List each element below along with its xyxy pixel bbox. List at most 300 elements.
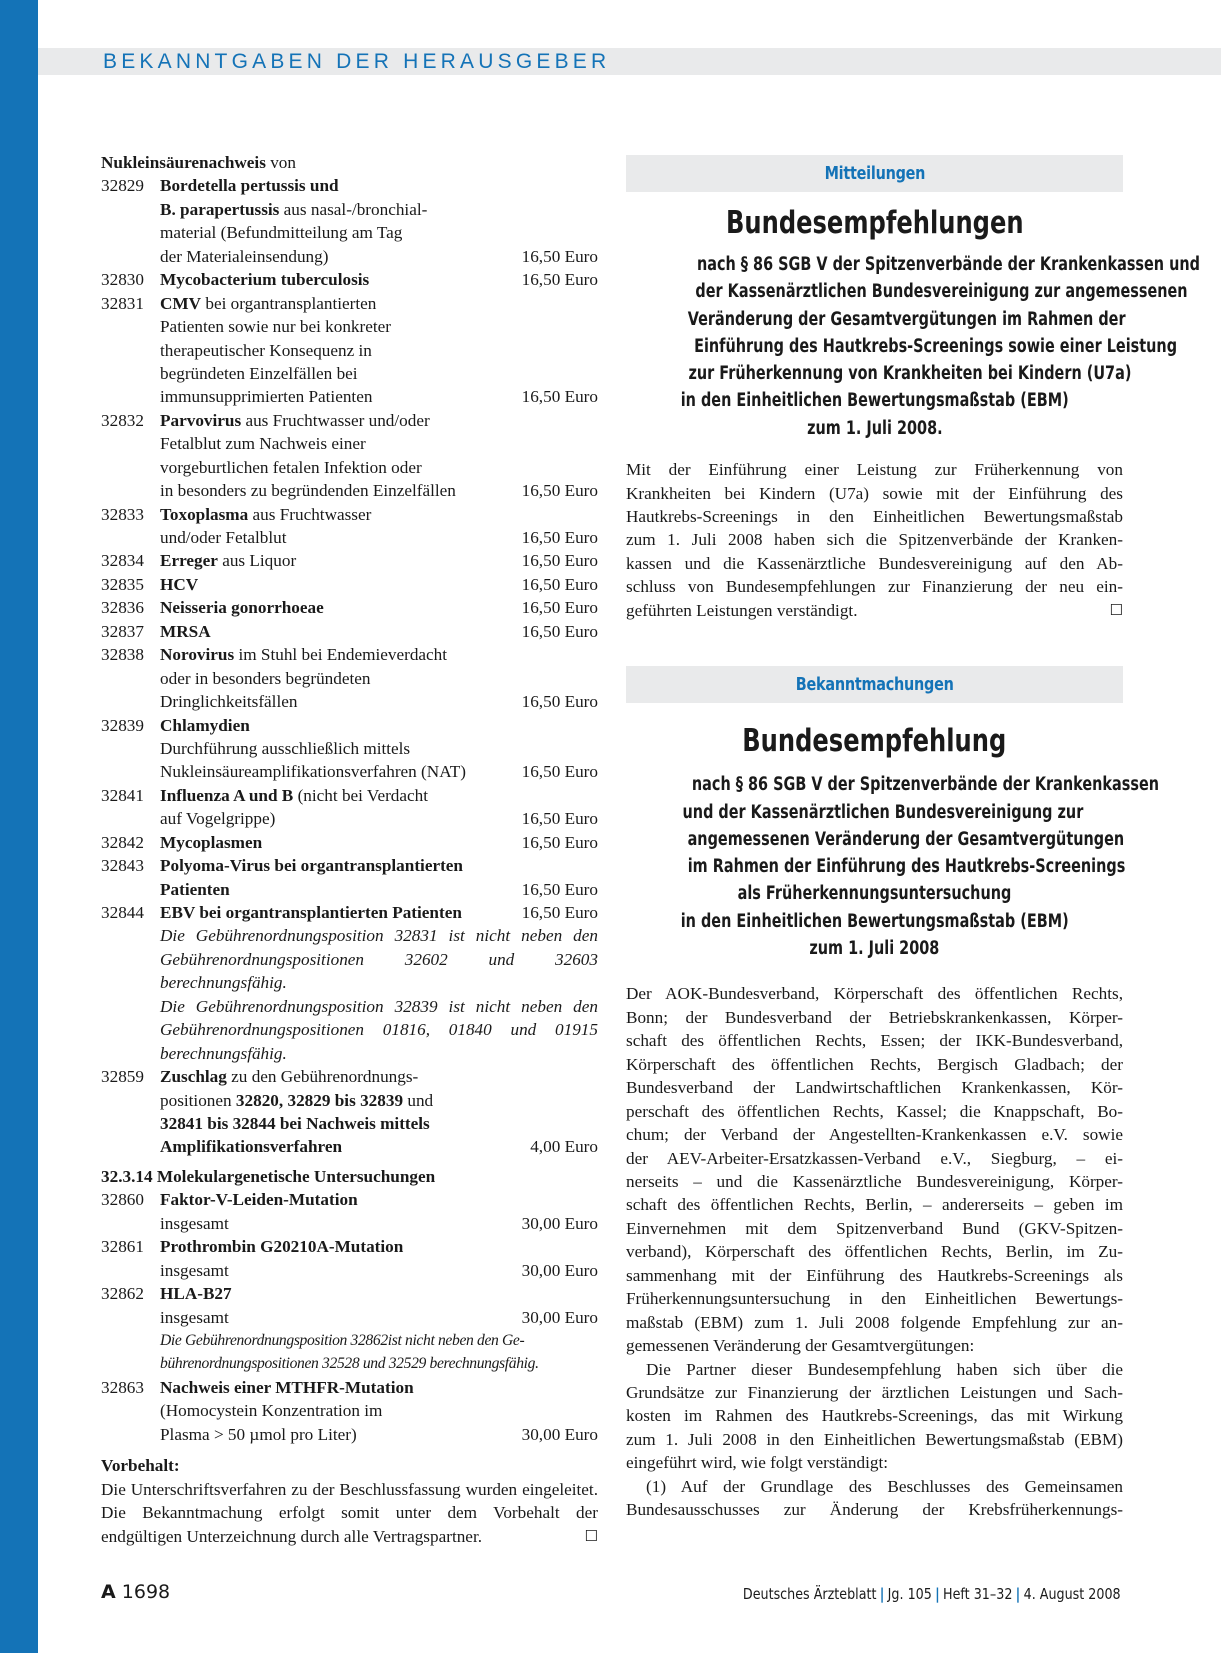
paragraph-text: chum; der Verband der Angestellten-Krankenkassen e.V. sowie: [626, 1125, 1123, 1145]
fee-entry: [101, 643, 598, 713]
fee-term: Patienten: [160, 879, 230, 899]
fee-text: immunsupprimierten Patienten: [160, 387, 373, 407]
fee-description: [160, 409, 430, 432]
paragraph-text: verband), Körperschaft des öffentlichen Rechts, Berlin, im Zu-: [626, 1242, 1123, 1262]
end-mark-icon: ☐: [584, 1526, 598, 1545]
subtitle-line: [626, 415, 1123, 442]
subtitle-line: [626, 880, 1123, 907]
fee-price: 4,00 Euro: [530, 1137, 598, 1157]
fee-description: [160, 456, 422, 479]
fee-description: [160, 503, 371, 526]
fee-code: 32859: [101, 1067, 144, 1087]
fee-price: 16,50 Euro: [521, 246, 598, 266]
paragraph-partner: [626, 1358, 1123, 1475]
paragraph-text: der AEV-Arbeiter-Ersatzkassen-Verband e.V., Siegburg, – ei-: [626, 1148, 1123, 1168]
fee-entry-line: [101, 315, 598, 338]
fee-entry-line: [101, 1212, 598, 1235]
fee-term: Neisseria gonorrhoeae: [160, 598, 324, 618]
fee-entry-line: [101, 526, 598, 549]
fee-entry-line: [101, 1376, 598, 1399]
fee-entry-list-zuschlag: [101, 1065, 598, 1159]
fee-term: Amplifikationsverfahren: [160, 1137, 343, 1157]
fee-text: Fetalblut zum Nachweis einer: [160, 434, 366, 454]
paragraph-line: [626, 1264, 1123, 1287]
fee-code: 32833: [101, 504, 144, 524]
fee-entry-line: [101, 620, 598, 643]
paragraph-line: [626, 505, 1123, 528]
note-32862-line1: Die Gebührenordnungsposition 32862ist nicht neben den Ge-: [160, 1331, 525, 1349]
vorbehalt-text: [101, 1478, 598, 1548]
fee-entry-line: [101, 292, 598, 315]
fee-entry-line: [101, 1065, 598, 1088]
subtitle-text: im Rahmen der Einführung des Hautkrebs-Screenings: [687, 856, 1126, 878]
fee-text: im Stuhl bei Endemieverdacht: [234, 645, 448, 665]
fee-entry-line: [101, 596, 598, 619]
fee-term: HCV: [160, 574, 199, 594]
fee-code: 32838: [101, 645, 144, 665]
fee-entry: [101, 596, 598, 619]
left-color-bar: [0, 0, 38, 1653]
fee-text: aus Liquor: [217, 551, 297, 571]
paragraph-line: [626, 482, 1123, 505]
fee-entry-line: [101, 1282, 598, 1305]
fee-description: [160, 854, 463, 877]
fee-price: 16,50 Euro: [521, 809, 598, 829]
fee-entry-line: [101, 807, 598, 830]
fee-price: 30,00 Euro: [521, 1424, 598, 1444]
paragraph-text: Der AOK-Bundesverband, Körperschaft des öffentlichen Rechts,: [626, 984, 1123, 1004]
fee-price: 30,00 Euro: [521, 1260, 598, 1280]
fee-entry-line: [101, 1089, 598, 1112]
fee-entry: [101, 268, 598, 291]
fee-description: [160, 1235, 403, 1258]
fee-code: 32844: [101, 903, 144, 922]
fee-price: 30,00 Euro: [521, 1213, 598, 1233]
subtitle-text: Veränderung der Gesamtvergütungen im Rahmen der: [687, 308, 1126, 330]
fee-entry: [101, 292, 598, 409]
fee-entry-line: [101, 901, 598, 924]
fee-description: [160, 339, 372, 362]
fee-price: 16,50 Euro: [521, 621, 598, 641]
paragraph-line: [626, 1170, 1123, 1193]
fee-description: [160, 245, 328, 268]
fee-code: 32861: [101, 1237, 144, 1257]
paragraph-line: [626, 1334, 1123, 1357]
fee-price: 16,50 Euro: [521, 387, 598, 407]
fee-entry-line: [101, 1235, 598, 1258]
fee-code: 32837: [101, 621, 144, 641]
fee-term: Nachweis einer MTHFR-Mutation: [160, 1377, 414, 1397]
fee-description: [160, 1423, 357, 1446]
fee-entry-list-molekular: [101, 1188, 598, 1329]
fee-text: auf Vogelgrippe): [160, 809, 276, 829]
fee-code: 32829: [101, 176, 144, 196]
paragraph-line: [626, 1475, 1123, 1498]
fee-description: [160, 292, 376, 315]
fee-description: [160, 198, 427, 221]
paragraph-line: [626, 1029, 1123, 1052]
fee-entry-list: [101, 174, 598, 924]
fee-term: B. parapertussis: [160, 199, 280, 219]
subtitle-text: zur Früherkennung von Krankheiten bei Kindern (U7a): [688, 363, 1132, 385]
fee-entry: [101, 1282, 598, 1329]
subtitle-line: [626, 306, 1126, 333]
paragraph-line: [626, 458, 1123, 481]
subtitle-text: in den Einheitlichen Bewertungsmaßstab (EBM): [680, 390, 1069, 412]
fee-term: Toxoplasma: [160, 504, 249, 524]
subtitle-line: [626, 333, 1178, 360]
intro-rest: von: [265, 153, 296, 172]
paragraph-line: [626, 552, 1123, 575]
fee-description: [160, 901, 462, 924]
footer-journal: Deutsches Ärzteblatt: [743, 1585, 877, 1603]
fee-description: [160, 784, 428, 807]
fee-entry-line: [101, 549, 598, 572]
fee-entry-line: [101, 1423, 598, 1446]
paragraph-line: [626, 575, 1123, 598]
paragraph-line: [626, 1404, 1123, 1427]
fee-text: oder in besonders begründeten: [160, 668, 371, 688]
fee-entry-line: [101, 854, 598, 877]
subtitle-line: [626, 799, 1123, 826]
fee-entry-line: [101, 1259, 598, 1282]
fee-description: [160, 1135, 342, 1158]
fee-entry: [101, 409, 598, 503]
fee-description: [160, 1282, 232, 1305]
paragraph-text: zum 1. Juli 2008 in den Einheitlichen Bewertungsmaßstab (EBM): [626, 1429, 1123, 1449]
fee-entry-line: [101, 362, 598, 385]
fee-text: positionen: [160, 1090, 236, 1110]
paragraph-text: Einvernehmen mit dem Spitzenverband Bund (GKV-Spitzen-: [626, 1218, 1123, 1238]
fee-code: 32834: [101, 551, 144, 571]
fee-description: [160, 1188, 358, 1211]
fee-text: Dringlichkeitsfällen: [160, 692, 298, 712]
subtitle-line: [626, 251, 1200, 278]
fee-text: material (Befundmitteilung am Tag: [160, 223, 403, 243]
fee-code: 32862: [101, 1284, 144, 1304]
fee-term: Norovirus: [160, 645, 235, 665]
fee-entry: [101, 1065, 598, 1159]
fee-entry-line: [101, 409, 598, 432]
fee-description: [160, 432, 366, 455]
paragraph-text: schaft des öffentlichen Rechts, Berlin, – andererseits – geben im: [626, 1195, 1123, 1215]
paragraph-line: [626, 1311, 1123, 1334]
subtitle-line: [626, 360, 1132, 387]
page-number-value: 1698: [121, 1581, 171, 1603]
fee-text: aus Fruchtwasser und/oder: [241, 410, 430, 430]
paragraph-line: [626, 1358, 1123, 1381]
subtitle-text: angemessenen Veränderung der Gesamtvergütungen: [687, 828, 1125, 850]
fee-term: 32841 bis 32844 bei Nachweis mittels: [160, 1114, 430, 1134]
fee-code: 32863: [101, 1377, 144, 1397]
vorbehalt-title: Vorbehalt:: [101, 1456, 180, 1476]
fee-code: 32832: [101, 410, 144, 430]
fee-description: [160, 690, 297, 713]
fee-entry: [101, 1376, 598, 1446]
fee-description: [160, 807, 275, 830]
subtitle-text: als Früherkennungsuntersuchung: [737, 883, 1012, 905]
fee-term: CMV: [160, 293, 202, 313]
fee-description: [160, 174, 339, 197]
fee-price: 30,00 Euro: [521, 1307, 598, 1327]
fee-entry-line: [101, 667, 598, 690]
fee-entry: [101, 174, 598, 268]
subtitle-block-2: [626, 771, 1160, 962]
fee-term: Bordetella pertussis und: [160, 176, 339, 196]
fee-description: [160, 385, 372, 408]
footer-volume: Jg. 105: [888, 1585, 933, 1603]
paragraph-line: [626, 1498, 1123, 1521]
fee-entry-line: [101, 878, 598, 901]
footer-separator: |: [880, 1585, 885, 1603]
fee-description: [160, 831, 262, 854]
fee-price: 16,50 Euro: [521, 903, 598, 922]
paragraph-text: Bundesausschusses zur Änderung der Krebsfrüherkennungs-: [626, 1500, 1123, 1520]
fee-entry-line: [101, 221, 598, 244]
fee-code: 32830: [101, 270, 144, 290]
paragraph-line: [626, 1100, 1123, 1123]
paragraph-line: [626, 982, 1123, 1005]
fee-entry: [101, 854, 598, 901]
fee-entry: [101, 1235, 598, 1282]
subtitle-text: zum 1. Juli 2008.: [806, 417, 943, 439]
fee-entry-line: [101, 432, 598, 455]
fee-code: 32842: [101, 832, 144, 852]
fee-code: 32835: [101, 574, 144, 594]
paragraph-line: [626, 1287, 1123, 1310]
subtitle-line: [626, 935, 1123, 962]
fee-description: [160, 620, 211, 643]
fee-term: Influenza A und B: [160, 785, 294, 805]
paragraph-line: [626, 1006, 1123, 1029]
paragraph-line: [626, 1123, 1123, 1146]
paragraph-text: schaft des öffentlichen Rechts, Essen; der IKK-Bundesverband,: [626, 1031, 1123, 1051]
paragraph-text: (1) Auf der Grundlage des Beschlusses des Gemeinsamen: [646, 1476, 1123, 1496]
fee-entry-list-mthfr: [101, 1376, 598, 1446]
fee-term: Faktor-V-Leiden-Mutation: [160, 1190, 358, 1210]
fee-entry-line: [101, 737, 598, 760]
subtitle-text: zum 1. Juli 2008: [809, 938, 940, 960]
fee-entry: [101, 1188, 598, 1235]
fee-text: vorgeburtlichen fetalen Infektion oder: [160, 457, 422, 477]
fee-text: Nukleinsäureamplifikationsverfahren (NAT): [160, 762, 466, 782]
paragraph-text: kosten im Rahmen des Hautkrebs-Screenings, das mit Wirkung: [626, 1406, 1123, 1426]
fee-entry-line: [101, 245, 598, 268]
paragraph-line: [626, 1240, 1123, 1263]
fee-entry: [101, 901, 598, 924]
fee-description: [160, 737, 410, 760]
fee-entry-line: [101, 1188, 598, 1211]
paragraph-text: Die Partner dieser Bundesempfehlung haben sich über die: [646, 1359, 1123, 1379]
fee-code: 32836: [101, 598, 144, 618]
subtitle-line: [626, 826, 1123, 853]
fee-entry-line: [101, 1399, 598, 1422]
fee-entry-line: [101, 831, 598, 854]
paragraph-line: [626, 1193, 1123, 1216]
fee-price: 16,50 Euro: [521, 270, 598, 290]
fee-entry: [101, 549, 598, 572]
note-32831: Die Gebührenordnungsposition 32831 ist nicht neben den Gebührenordnungspositionen 32602 und 32603 berechnungsfähig.: [160, 926, 598, 993]
fee-description: [160, 526, 287, 549]
band-bekanntmachungen-label: Bekanntmachungen: [795, 674, 954, 696]
paragraph-text: sammenhang mit der Einführung des Hautkrebs-Screenings als: [626, 1265, 1123, 1285]
paragraph-text: schluss von Bundesempfehlungen zur Finanzierung der neu ein-: [626, 577, 1123, 597]
fee-description: [160, 714, 250, 737]
paragraph-text: nerseits – und die Kassenärztliche Bundesvereinigung, Körper-: [626, 1171, 1123, 1191]
paragraph-text: Früherkennungsuntersuchung in den Einheitlichen Bewertungs-: [626, 1289, 1123, 1309]
fee-text: (nicht bei Verdacht: [293, 785, 429, 805]
title-bundesempfehlung: [626, 721, 1123, 761]
fee-entry-line: [101, 456, 598, 479]
subtitle-line: [626, 853, 1126, 880]
fee-entry: [101, 573, 598, 596]
fee-text: (Homocystein Konzentration im: [160, 1401, 383, 1421]
left-column: [101, 151, 598, 1548]
section-heading: 32.3.14 Molekulargenetische Untersuchungen: [101, 1166, 436, 1186]
fee-description: [160, 667, 370, 690]
footer-separator: |: [935, 1585, 941, 1603]
fee-price: 16,50 Euro: [521, 692, 598, 712]
fee-description: [160, 573, 198, 596]
paragraph-mitteilung: [626, 458, 1123, 622]
fee-code: 32841: [101, 785, 144, 805]
band-mitteilungen-label: Mitteilungen: [824, 163, 925, 184]
paragraph-text: Krankheiten bei Kindern (U7a) sowie mit der Einführung des: [626, 483, 1123, 503]
fee-entry: [101, 714, 598, 784]
subtitle-text: und der Kassenärztlichen Bundesvereinigung zur: [682, 801, 1084, 823]
intro-bold: Nukleinsäurenachweis: [101, 153, 266, 172]
paragraph-text: perschaft des öffentlichen Rechts, Kassel; die Knappschaft, Bo-: [626, 1101, 1123, 1121]
paragraph-line: [626, 1381, 1123, 1404]
fee-description: [160, 549, 296, 572]
end-mark-icon: ☐: [1109, 600, 1123, 619]
footer-separator: |: [1016, 1585, 1021, 1603]
fee-description: [160, 878, 230, 901]
fee-text: insgesamt: [160, 1260, 229, 1280]
paragraph-line: [626, 1451, 1123, 1474]
paragraph-text: zum 1. Juli 2008 haben sich die Spitzenverbände der Kranken-: [626, 530, 1123, 550]
fee-entry-line: [101, 784, 598, 807]
fee-description: [160, 479, 456, 502]
fee-text: in besonders zu begründenden Einzelfällen: [160, 481, 456, 501]
fee-description: [160, 1065, 418, 1088]
paragraph-verbaende: [626, 982, 1123, 1357]
journal-footer: [743, 1585, 1121, 1603]
vorbehalt-body: Die Unterschriftsverfahren zu der Beschlussfassung wurden eingeleitet. Die Bekanntmachung erfolgt somit unter dem Vorbehalt der endgültigen Unterzeichnung durch alle Vertragspartner.: [101, 1479, 598, 1546]
subtitle-block-1: [626, 251, 1200, 442]
fee-text: bei organtransplantierten: [201, 293, 377, 313]
fee-text: begründeten Einzelfällen bei: [160, 363, 358, 383]
fee-term: 32820, 32829 bis 32839: [235, 1090, 404, 1110]
fee-price: 16,50 Euro: [521, 481, 598, 501]
paragraph-line: [626, 1428, 1123, 1451]
fee-term: Mycobacterium tuberculosis: [160, 270, 370, 290]
fee-description: [160, 221, 402, 244]
paragraph-text: Grundsätze zur Finanzierung der ärztlichen Leistungen und Sach-: [626, 1383, 1123, 1403]
paragraph-text: Bonn; der Bundesverband der Betriebskrankenkassen, Körper-: [626, 1007, 1123, 1027]
fee-term: EBV bei organtransplantierten Patienten: [160, 903, 462, 922]
fee-entry-line: [101, 198, 598, 221]
paragraph-text: eingeführt wird, wie folgt verständigt:: [626, 1453, 889, 1473]
fee-description: [160, 1212, 229, 1235]
band-mitteilungen: [626, 155, 1123, 192]
fee-entry-line: [101, 690, 598, 713]
right-column: [626, 155, 1200, 1522]
fee-entry-line: [101, 479, 598, 502]
fee-text: und: [403, 1090, 434, 1110]
fee-entry-line: [101, 573, 598, 596]
fee-description: [160, 1112, 430, 1135]
note-32862-line2: bührenordnungspositionen 32528 und 32529 berechnungsfähig.: [160, 1355, 539, 1373]
fee-entry-line: [101, 174, 598, 197]
paragraph-line: [626, 1217, 1123, 1240]
fee-entry: [101, 831, 598, 854]
subtitle-line: [626, 278, 1188, 305]
fee-description: [160, 1089, 433, 1112]
fee-description: [160, 643, 447, 666]
fee-code: 32860: [101, 1190, 144, 1210]
title-bundesempfehlungen: [626, 203, 1123, 243]
fee-term: Prothrombin G20210A-Mutation: [160, 1237, 404, 1257]
paragraph-line: [626, 528, 1123, 551]
fee-entry: [101, 503, 598, 550]
fee-term: HLA-B27: [160, 1284, 232, 1304]
fee-description: [160, 268, 369, 291]
fee-code: 32839: [101, 715, 144, 735]
fee-description: [160, 596, 324, 619]
fee-term: Polyoma-Virus bei organtransplantierten: [160, 856, 463, 876]
subtitle-line: [626, 771, 1160, 798]
fee-code: 32831: [101, 293, 144, 313]
fee-price: 16,50 Euro: [521, 598, 598, 618]
footer-issue: Heft 31–32: [943, 1585, 1013, 1603]
section-header-title: BEKANNTGABEN DER HERAUSGEBER: [103, 50, 611, 73]
fee-description: [160, 760, 466, 783]
fee-text: zu den Gebührenordnungs-: [226, 1067, 419, 1087]
paragraph-text: Mit der Einführung einer Leistung zur Früherkennung von: [626, 460, 1123, 480]
fee-price: 16,50 Euro: [521, 551, 598, 571]
paragraph-text: Bundesverband der Landwirtschaftlichen Krankenkassen, Kör-: [626, 1078, 1123, 1098]
fee-entry-line: [101, 714, 598, 737]
page-prefix: A: [101, 1581, 116, 1603]
fee-text: aus Fruchtwasser: [248, 504, 372, 524]
subtitle-text: Einführung des Hautkrebs-Screenings sowie einer Leistung: [694, 335, 1178, 357]
fee-term: Mycoplasmen: [160, 832, 263, 852]
fee-price: 16,50 Euro: [521, 528, 598, 547]
band-bekanntmachungen: [626, 666, 1123, 703]
fee-text: insgesamt: [160, 1307, 229, 1327]
fee-entry-line: [101, 1112, 598, 1135]
fee-text: insgesamt: [160, 1213, 229, 1233]
fee-entry-line: [101, 268, 598, 291]
paragraph-line: [626, 1053, 1123, 1076]
subtitle-line: [626, 908, 1123, 935]
fee-price: 16,50 Euro: [521, 574, 598, 594]
fee-term: Erreger: [160, 551, 218, 571]
paragraph-text: Hautkrebs-Screenings in den Einheitlichen Bewertungsmaßstab: [626, 506, 1123, 526]
fee-description: [160, 1259, 229, 1282]
fee-text: aus nasal-/bronchial-: [279, 199, 428, 219]
fee-entry: [101, 620, 598, 643]
fee-text: Patienten sowie nur bei konkreter: [160, 317, 392, 337]
fee-description: [160, 362, 358, 385]
fee-entry-line: [101, 385, 598, 408]
paragraph-text: maßstab (EBM) zum 1. Juli 2008 folgende Empfehlung zur an-: [626, 1312, 1123, 1332]
paragraph-text: kassen und die Kassenärztliche Bundesvereinigung auf den Ab-: [626, 553, 1123, 573]
fee-text: und/oder Fetalblut: [160, 528, 287, 547]
paragraph-text: Körperschaft des öffentlichen Rechts, Bergisch Gladbach; der: [626, 1054, 1123, 1074]
title-bundesempfehlung-text: Bundesempfehlung: [742, 723, 1007, 760]
